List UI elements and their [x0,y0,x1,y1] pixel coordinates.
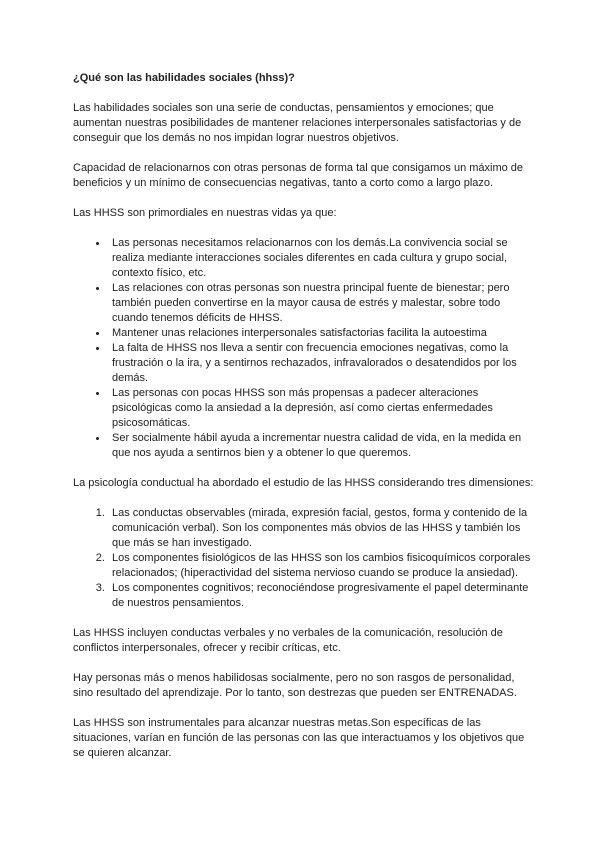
bullet-list [73,236,535,461]
paragraph-includes: Las HHSS incluyen conductas verbales y no verbales de la comunicación, resolución de conflictos interpersonales, ofrecer y recibir críticas, etc. [73,627,503,654]
paragraph-intro-list: Las HHSS son primordiales en nuestras vidas ya que: [73,207,337,219]
paragraph-definition: Las habilidades sociales son una serie de conductas, pensamientos y emociones; que aumentan nuestras posibilidades de mantener relaciones interpersonales satisfactorias y de conseguir que los demás no nos impidan lograr nuestros objetivos. [73,102,522,144]
bullet-item: • Las personas con pocas HHSS son más propensas a padecer alteraciones psicológicas como la ansiedad a la depresión, así como ciertas enfermedades psicosomáticas. [108,386,535,431]
numbered-list [73,506,535,611]
bullet-item: • Las relaciones con otras personas son nuestra principal fuente de bienestar; pero también pueden convertirse en la mayor causa de estrés y malestar, sobre todo cuando tenemos déficits de HHSS. [108,281,535,326]
document-page [73,71,535,776]
bullet-item: • Ser socialmente hábil ayuda a incrementar nuestra calidad de vida, en la medida en que nos ayuda a sentirnos bien y a obtener lo que queremos. [108,431,535,461]
bullet-item: • Mantener unas relaciones interpersonales satisfactorias facilita la autoestima [108,326,535,341]
document-title: ¿Qué son las habilidades sociales (hhss)? [73,72,295,84]
numbered-item: 2. Los componentes fisiológicos de las HHSS son los cambios fisicoquímicos corporales relacionados; (hiperactividad del sistema nervioso cuando se produce la ansiedad). [108,551,535,581]
bullet-item: • La falta de HHSS nos lleva a sentir con frecuencia emociones negativas, como la frustración o la ira, y a sentirnos rechazados, infravalorados o desatendidos por los demás. [108,341,535,386]
paragraph-capacity: Capacidad de relacionarnos con otras personas de forma tal que consigamos un máximo de beneficios y un mínimo de consecuencias negativas, tanto a corto como a largo plazo. [73,162,524,189]
numbered-item: 1. Las conductas observables (mirada, expresión facial, gestos, forma y contenido de la comunicación verbal). Son los componentes más obvios de las HHSS y también los que más se han investigado. [108,506,535,551]
paragraph-trainable: Hay personas más o menos habilidosas socialmente, pero no son rasgos de personalidad, sino resultado del aprendizaje. Por lo tanto, son destrezas que pueden ser ENTRENADAS. [73,672,517,699]
bullet-item: • Las personas necesitamos relacionarnos con los demás.La convivencia social se realiza mediante interacciones sociales diferentes en cada cultura y grupo social, contexto físico, etc. [108,236,535,281]
numbered-item: 3. Los componentes cognitivos; reconociéndose progresivamente el papel determinante de nuestros pensamientos. [108,581,535,611]
paragraph-dimensions: La psicología conductual ha abordado el estudio de las HHSS considerando tres dimensiones: [73,477,534,489]
paragraph-instrumental: Las HHSS son instrumentales para alcanzar nuestras metas.Son específicas de las situaciones, varían en función de las personas con las que interactuamos y los objetivos que se quieren alcanzar. [73,717,525,759]
